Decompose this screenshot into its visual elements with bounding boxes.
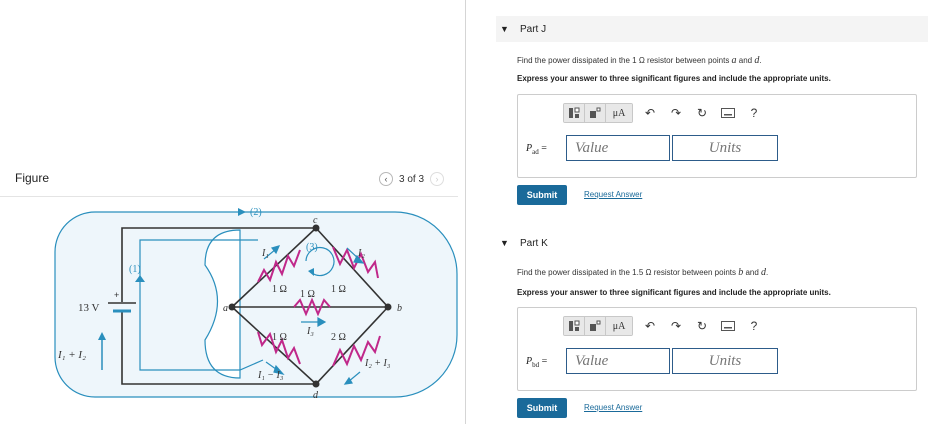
part-j-answer-box [517, 94, 917, 178]
battery-plus-sign: + [114, 290, 120, 300]
request-answer-link[interactable]: Request Answer [584, 403, 643, 412]
loop-3-label: (3) [306, 242, 318, 253]
equals-sign: = [539, 356, 548, 367]
redo-icon[interactable]: ↷ [670, 106, 682, 120]
part-j-header[interactable] [496, 16, 928, 42]
point-label: b [738, 267, 744, 278]
current-cd-label: I₃ [307, 326, 314, 337]
node-b-label: b [397, 303, 402, 314]
help-icon[interactable]: ? [750, 319, 758, 333]
figure-title: Figure [15, 171, 50, 185]
figure-divider [0, 196, 458, 197]
help-icon[interactable]: ? [750, 106, 758, 120]
resistor-db-value: 2 Ω [331, 332, 346, 343]
template-buttons [563, 103, 633, 123]
collapse-icon: ▼ [500, 24, 509, 34]
variable-subscript: ad [532, 148, 539, 156]
current-db-label: I₂ + I₃ [365, 358, 391, 369]
collapse-icon: ▼ [500, 238, 509, 248]
part-k-header[interactable] [496, 230, 928, 256]
question-text: and [743, 268, 762, 277]
question-text: . [766, 268, 769, 277]
resistor-cd-value: 1 Ω [300, 289, 315, 300]
units-button[interactable]: μA [606, 317, 632, 335]
figure-pager [379, 172, 444, 186]
answer-variable-label [526, 356, 547, 369]
fraction-template-icon[interactable] [564, 104, 585, 122]
keyboard-icon[interactable] [719, 104, 737, 122]
exponent-template-icon[interactable] [585, 317, 606, 335]
loop-1-label: (1) [129, 264, 141, 275]
part-j-instruction: Express your answer to three significant figures and include the appropriate units. [517, 74, 831, 83]
node-a-label: a [223, 303, 228, 314]
submit-button[interactable]: Submit [517, 398, 567, 418]
prev-figure-button[interactable]: ‹ [379, 172, 393, 186]
template-buttons [563, 316, 633, 336]
resistor-ac-value: 1 Ω [272, 284, 287, 295]
loop-2-label: (2) [250, 207, 262, 218]
part-k-answer-box [517, 307, 917, 391]
battery-current-label: I₁ + I₂ [58, 349, 86, 361]
next-figure-button[interactable]: › [430, 172, 444, 186]
units-input[interactable] [672, 348, 778, 374]
variable-symbol: P [526, 143, 533, 154]
current-ac-label: I₁ [262, 248, 269, 259]
fraction-template-icon[interactable] [564, 317, 585, 335]
keyboard-icon[interactable] [719, 317, 737, 335]
math-toolbar [563, 103, 763, 123]
variable-symbol: P [526, 356, 533, 367]
units-input[interactable] [672, 135, 778, 161]
node-c-label: c [313, 215, 318, 226]
battery-label: 13 V [78, 302, 100, 314]
value-input[interactable] [566, 135, 670, 161]
reset-icon[interactable]: ↻ [696, 106, 708, 120]
redo-icon[interactable]: ↷ [670, 319, 682, 333]
question-text: Find the power dissipated in the 1.5 Ω resistor between points [517, 268, 739, 277]
point-label: d [754, 55, 760, 66]
undo-icon[interactable]: ↶ [644, 106, 656, 120]
question-text: Find the power dissipated in the 1 Ω resistor between points [517, 56, 732, 65]
request-answer-link[interactable]: Request Answer [584, 190, 643, 199]
math-toolbar [563, 316, 763, 336]
point-label: d [761, 267, 767, 278]
point-label: a [731, 55, 737, 66]
undo-icon[interactable]: ↶ [644, 319, 656, 333]
part-k-question [517, 267, 768, 278]
equals-sign: = [538, 143, 547, 154]
exponent-template-icon[interactable] [585, 104, 606, 122]
resistor-ad-value: 1 Ω [272, 332, 287, 343]
circuit-diagram [40, 198, 460, 424]
question-text: . [759, 56, 762, 65]
question-text: and [736, 56, 755, 65]
node-d-label: d [313, 390, 318, 401]
units-button[interactable]: μA [606, 104, 632, 122]
resistor-cb-value: 1 Ω [331, 284, 346, 295]
part-j-title: Part J [520, 23, 547, 35]
figure-page-indicator: 3 of 3 [399, 173, 425, 185]
submit-button[interactable]: Submit [517, 185, 567, 205]
current-ad-label: I₁ − I₃ [258, 370, 284, 381]
part-k-instruction: Express your answer to three significant figures and include the appropriate units. [517, 288, 831, 297]
variable-subscript: bd [532, 361, 540, 369]
value-input[interactable] [566, 348, 670, 374]
pane-divider[interactable] [465, 0, 466, 424]
current-cb-label: I₂ [358, 248, 365, 259]
reset-icon[interactable]: ↻ [696, 319, 708, 333]
part-j-question [517, 55, 762, 66]
answer-variable-label [526, 143, 547, 156]
part-k-title: Part K [520, 237, 548, 249]
